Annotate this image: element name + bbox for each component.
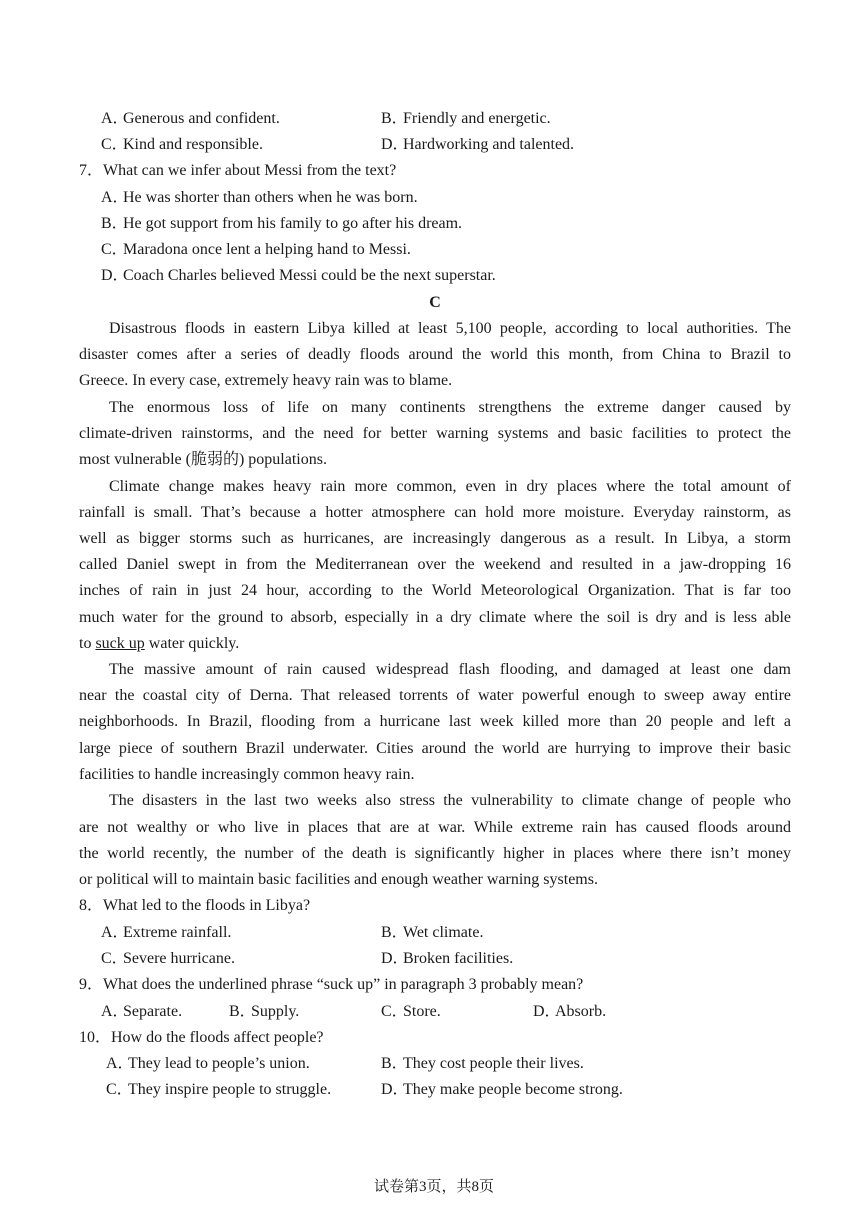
q8-option-a: A．Extreme rainfall. [101, 924, 232, 941]
p1-line-1: Disastrous floods in eastern Libya killed at least 5,100 people, according to local authorities. The [109, 320, 791, 337]
p1-line-2: disaster comes after a series of deadly floods around the world this month, from China to Brazil to [79, 346, 791, 363]
p2-line-3: most vulnerable (脆弱的) populations. [79, 451, 327, 468]
q10-option-d: D．They make people become strong. [381, 1081, 623, 1098]
q7-option-b: B．He got support from his family to go after his dream. [101, 215, 463, 232]
p4-line-5: facilities to handle increasingly common heavy rain. [79, 766, 415, 783]
q9-options-row [79, 999, 791, 1025]
q8-option-c: C．Severe hurricane. [101, 950, 235, 967]
section-heading: C [429, 294, 441, 311]
q6-option-a: A．Generous and confident. [101, 110, 280, 127]
q9-option-d: D．Absorb. [533, 1003, 607, 1020]
q8-options-row-1 [79, 920, 791, 946]
q7-option-c: C．Maradona once lent a helping hand to Messi. [101, 241, 411, 258]
q8-options-row-2 [79, 946, 791, 972]
q8-stem: 8．What led to the floods in Libya? [79, 897, 311, 914]
p5-line-3: the world recently, the number of the death is significantly higher in places where there isn’t money [79, 845, 791, 862]
p3-line-2: rainfall is small. That’s because a hotter atmosphere can hold more moisture. Everyday rainstorm, as [79, 504, 791, 521]
q6-option-c: C．Kind and responsible. [101, 136, 263, 153]
q10-stem: 10．How do the floods affect people? [79, 1029, 324, 1046]
p5-line-4: or political will to maintain basic facilities and enough weather warning systems. [79, 871, 598, 888]
q8-option-b: B．Wet climate. [381, 924, 484, 941]
q10-option-c: C．They inspire people to struggle. [106, 1081, 332, 1098]
q6-options-row-1 [79, 106, 791, 132]
p3-line-1: Climate change makes heavy rain more common, even in dry places where the total amount of [109, 478, 791, 495]
q9-option-b: B．Supply. [229, 1003, 300, 1020]
p4-line-1: The massive amount of rain caused widespread flash flooding, and damaged at least one dam [109, 661, 791, 678]
p4-line-4: large piece of southern Brazil underwater. Cities around the world are hurrying to improve their basic [79, 740, 791, 757]
q9-stem: 9．What does the underlined phrase “suck up” in paragraph 3 probably mean? [79, 976, 584, 993]
q10-option-a: A．They lead to people’s union. [106, 1055, 310, 1072]
p4-line-2: near the coastal city of Derna. That released torrents of water powerful enough to sweep away entire [79, 687, 791, 704]
p3-line-6: much water for the ground to absorb, especially in a dry climate where the soil is dry and is less able [79, 609, 791, 626]
q9-option-c: C．Store. [381, 1003, 441, 1020]
q10-options-row-1 [79, 1051, 791, 1077]
q7-option-d: D．Coach Charles believed Messi could be the next superstar. [101, 267, 496, 284]
p4-line-3: neighborhoods. In Brazil, flooding from a hurricane last week killed more than 20 people and left a [79, 713, 791, 730]
q8-option-d: D．Broken facilities. [381, 950, 514, 967]
q6-option-b: B．Friendly and energetic. [381, 110, 551, 127]
q9-option-a: A．Separate. [101, 1003, 183, 1020]
p3-line-7: to suck up water quickly. [79, 635, 240, 652]
p3-line-5: inches of rain in just 24 hour, according to the World Meteorological Organization. That is far too [79, 582, 791, 599]
q7-stem: 7．What can we infer about Messi from the text? [79, 162, 397, 179]
q7-option-a: A．He was shorter than others when he was born. [101, 189, 418, 206]
p1-line-3: Greece. In every case, extremely heavy rain was to blame. [79, 372, 453, 389]
q10-options-row-2 [79, 1077, 791, 1103]
p5-line-1: The disasters in the last two weeks also stress the vulnerability to climate change of people who [109, 792, 791, 809]
p3-line-4: called Daniel swept in from the Mediterranean over the weekend and resulted in a jaw-dropping 16 [79, 556, 791, 573]
p2-line-2: climate-driven rainstorms, and the need for better warning systems and basic facilities to protect the [79, 425, 791, 442]
page-footer: 试卷第3页，共8页 [373, 1179, 494, 1195]
p2-line-1: The enormous loss of life on many continents strengthens the extreme danger caused by [109, 399, 791, 416]
q6-options-row-2 [79, 132, 791, 158]
q6-option-d: D．Hardworking and talented. [381, 136, 575, 153]
p3-line-3: well as bigger storms such as hurricanes, are increasingly dangerous as a result. In Libya, a storm [79, 530, 791, 547]
q10-option-b: B．They cost people their lives. [381, 1055, 584, 1072]
p5-line-2: are not wealthy or who live in places that are at war. While extreme rain has caused floods around [79, 819, 791, 836]
underlined-phrase: suck up [95, 635, 145, 652]
